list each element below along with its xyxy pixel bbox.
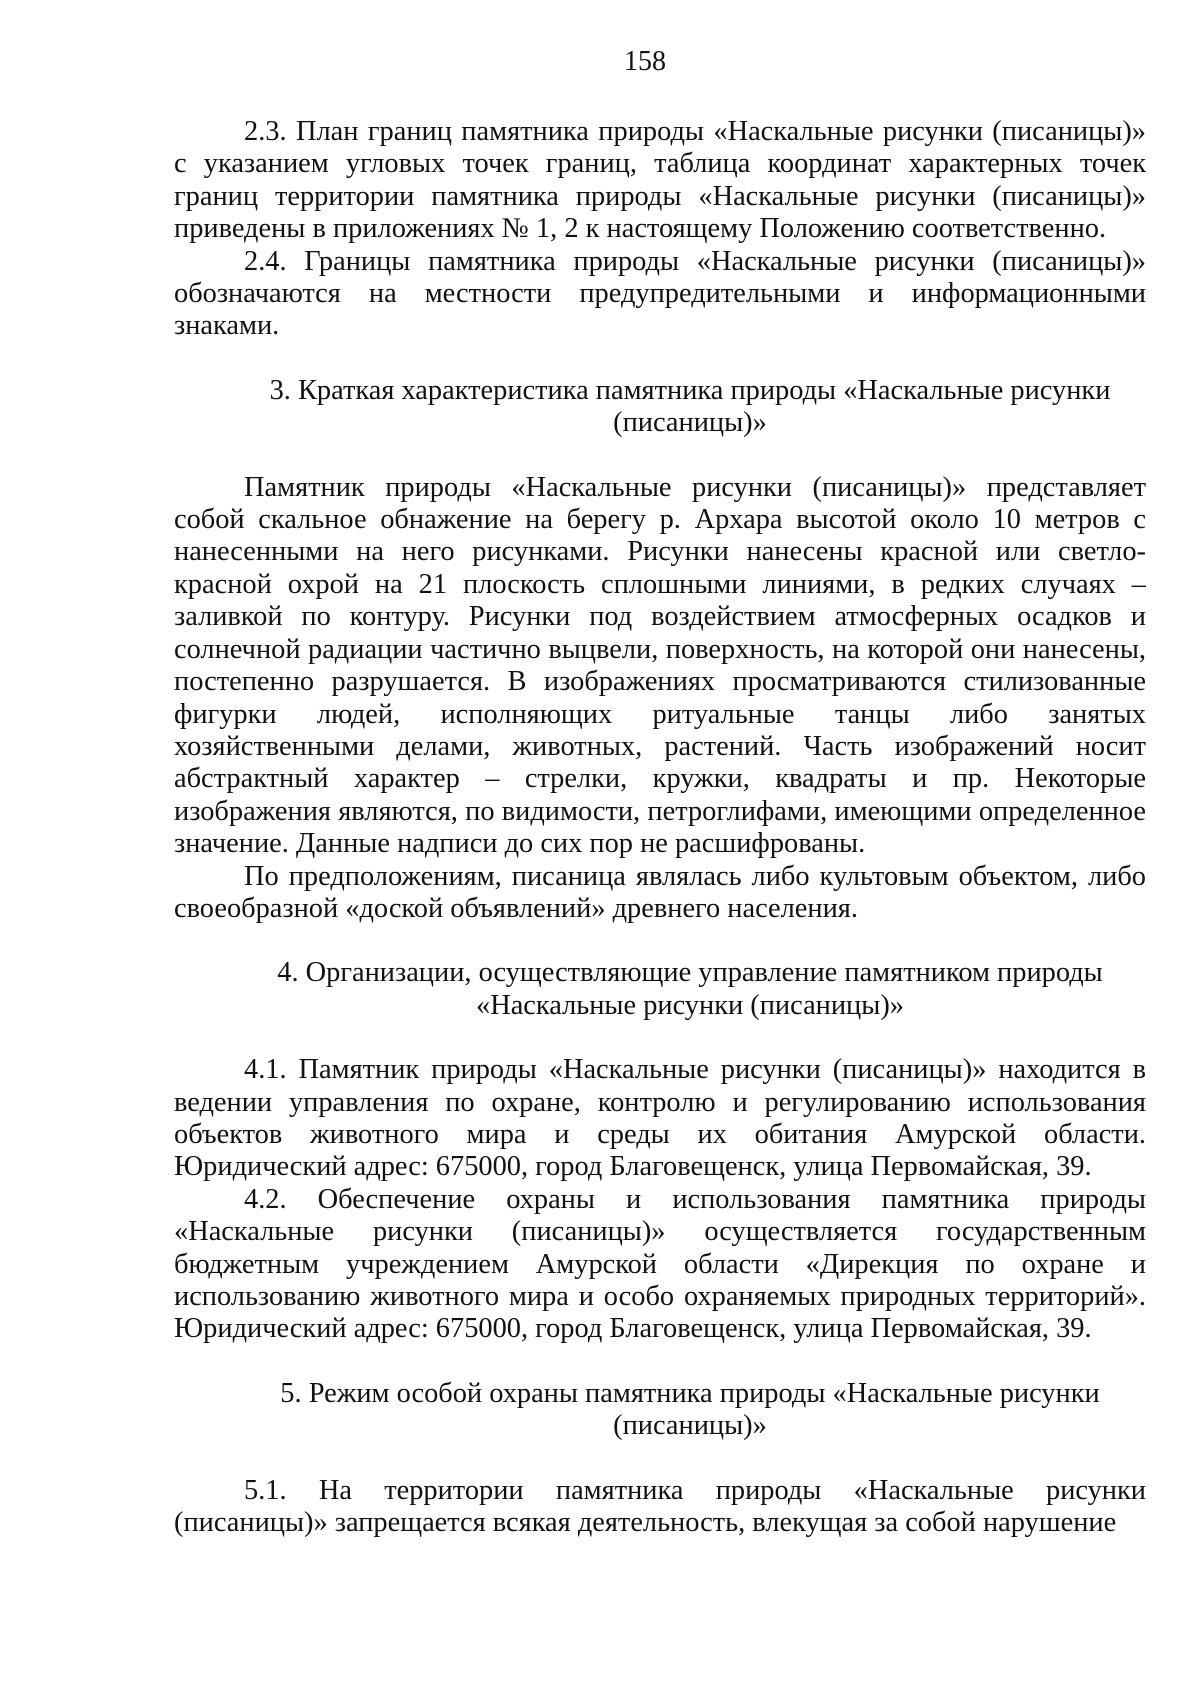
section-heading-4-line-2: «Наскальные рисунки (писаницы)» (476, 989, 904, 1021)
section-heading-5 (174, 1378, 1146, 1443)
paragraph-3-assumption: По предположениям, писаница являлась либо культовым объектом, либо своеобразной «доской объявлений» древнего населения. (174, 860, 1146, 924)
paragraph-2-4: 2.4. Границы памятника природы «Наскальные рисунки (писаницы)» обозначаются на местности предупредительными и информационными знаками. (174, 245, 1146, 342)
section-heading-5-line-2: (писаницы)» (613, 1410, 767, 1442)
section-heading-3-line-2: (писаницы)» (613, 407, 767, 439)
paragraph-3-description: Памятник природы «Наскальные рисунки (писаницы)» представляет собой скальное обнажение на берегу р. Архара высотой около 10 метров с нанесенными на него рисунками. Рисунки нанесены красной или светло-красной охрой на 21 плоскость сплошными линиями, в редких случаях – заливкой по контуру. Рисунки под воздействием атмосферных осадков и солнечной радиации частично выцвели, поверхность, на которой они нанесены, постепенно разрушается. В изображениях просматриваются стилизованные фигурки людей, исполняющих ритуальные танцы либо занятых хозяйственными делами, животных, растений. Часть изображений носит абстрактный характер – стрелки, кружки, квадраты и пр. Некоторые изображения являются, по видимости, петроглифами, имеющими определенное значение. Данные надписи до сих пор не расшифрованы. (174, 471, 1146, 860)
section-heading-4-line-1: 4. Организации, осуществляющие управление памятником природы (277, 957, 1103, 989)
section-heading-4 (174, 957, 1146, 1022)
document-body (174, 116, 1146, 1539)
paragraph-4-1: 4.1. Памятник природы «Наскальные рисунки (писаницы)» находится в ведении управления по охране, контролю и регулированию использования объектов животного мира и среды их обитания Амурской области. Юридический адрес: 675000, город Благовещенск, улица Первомайская, 39. (174, 1054, 1146, 1183)
paragraph-2-3: 2.3. План границ памятника природы «Наскальные рисунки (писаницы)» с указанием угловых точек границ, таблица координат характерных точек границ территории памятника природы «Наскальные рисунки (писаницы)» приведены в приложениях № 1, 2 к настоящему Положению соответственно. (174, 116, 1146, 245)
section-heading-5-line-1: 5. Режим особой охраны памятника природы «Наскальные рисунки (280, 1377, 1100, 1409)
page-number: 158 (624, 46, 666, 77)
paragraph-4-2: 4.2. Обеспечение охраны и использования памятника природы «Наскальные рисунки (писаницы)» осуществляется государственным бюджетным учреждением Амурской области «Дирекция по охране и использованию животного мира и особо охраняемых природных территорий». Юридический адрес: 675000, город Благовещенск, улица Первомайская, 39. (174, 1183, 1146, 1345)
section-heading-3 (174, 375, 1146, 440)
paragraph-5-1: 5.1. На территории памятника природы «Наскальные рисунки (писаницы)» запрещается всякая деятельность, влекущая за собой нарушение (174, 1474, 1146, 1539)
section-heading-3-line-1: 3. Краткая характеристика памятника природы «Наскальные рисунки (269, 374, 1111, 406)
